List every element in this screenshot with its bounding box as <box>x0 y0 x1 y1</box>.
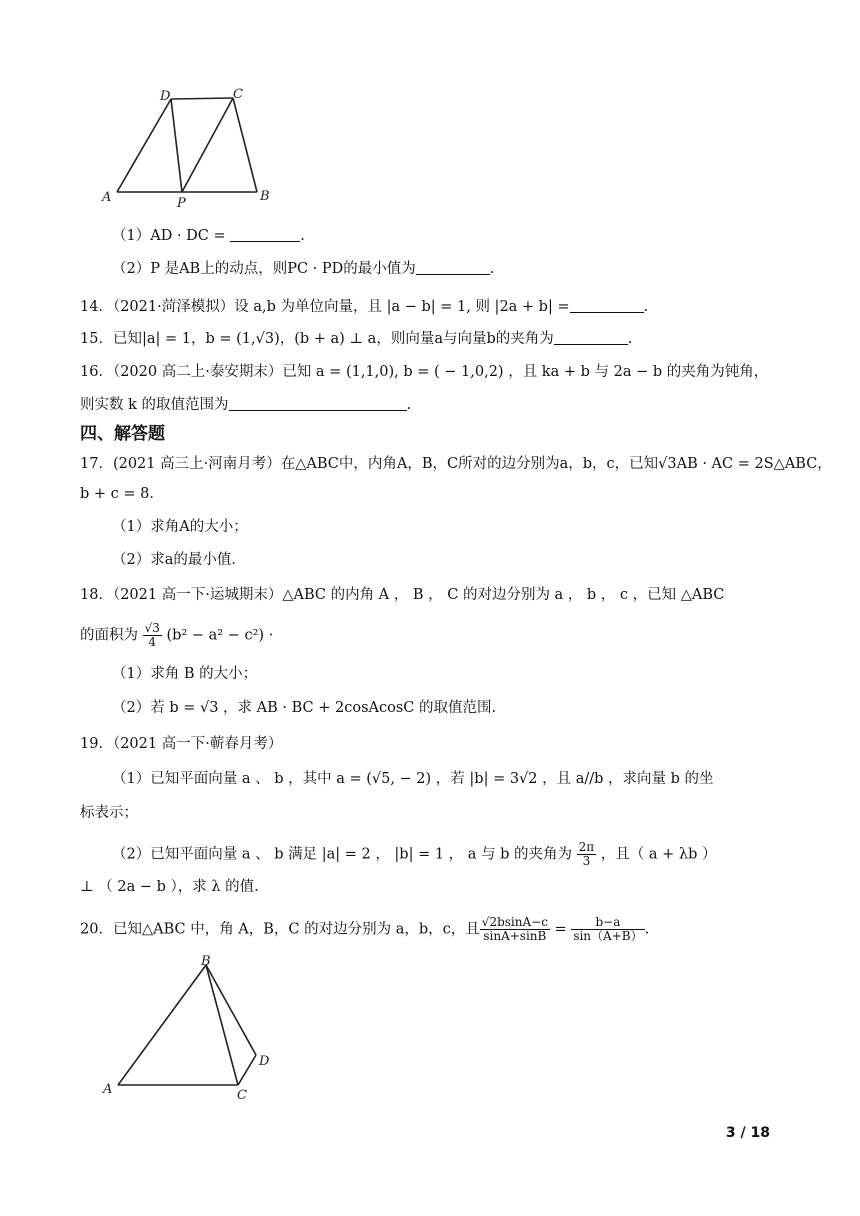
label-d: D <box>259 1054 270 1069</box>
question-14: 14．（2021·菏泽模拟）设 a,b 为单位向量，且 |a − b| = 1, 则 |2a + b| = . <box>80 299 649 315</box>
question-18-line2: 的面积为 $\frac{√3}{4}$ (b² − a² − c²) · <box>80 621 274 649</box>
question-19-part2-line2: ⊥ （ 2a − b ），求 λ 的值. <box>80 879 259 895</box>
question-16-line1: 16．（2020 高二上·泰安期末）已知 a = (1,1,0), b = ( − 1,0,2) ，且 ka + b 与 2a − b 的夹角为钝角， <box>80 364 769 380</box>
question-17-part1: （1）求角A的大小； <box>112 519 248 535</box>
label-c: C <box>233 87 243 102</box>
question-19-part1-line2: 标表示； <box>80 805 138 821</box>
question-17-line1: 17．(2021 高三上·河南月考）在△ABC中，内角A，B，C所对的边分别为a，b，c，已知√3AB · AC = 2S△ABC， <box>80 456 832 472</box>
question-17-line2: b + c = 8． <box>80 486 164 502</box>
page-number: 3 / 18 <box>725 1125 770 1141</box>
fraction-left: $\frac{√2bsinA-c}{\sin A+\sin B}$ <box>481 915 548 943</box>
question-19: 19．（2021 高一下·蕲春月考） <box>80 736 283 752</box>
fraction-2pi-over-3: $\frac{2\pi}{3}$ <box>578 840 595 868</box>
question-18-part1: （1）求角 B 的大小； <box>112 666 258 682</box>
question-18-line1: 18．（2021 高一下·运城期末）△ABC 的内角 A ， B ， C 的对边分别为 a ， b ， c ，已知 △ABC <box>80 587 725 603</box>
section-heading: 四、解答题 <box>80 424 165 444</box>
question-19-part1-line1: （1）已知平面向量 a 、 b ，其中 a = (√5, − 2) ，若 |b| = 3√2 ，且 a//b ，求向量 b 的坐 <box>112 771 714 787</box>
question-18-part2: （2）若 b = √3 ，求 AB · BC + 2cosAcosC 的取值范围. <box>112 700 497 716</box>
label-a: A <box>102 190 112 205</box>
trapezoid-figure <box>100 86 280 208</box>
label-p: P <box>177 196 186 208</box>
q13-part1: （1）AD · DC = . <box>112 228 305 244</box>
label-b: B <box>201 954 211 969</box>
triangle-figure <box>100 952 280 1102</box>
question-20: 20．已知△ABC 中，角 A，B，C 的对边分别为 a，b，c，且 $\frac{√2bsinA-c}{\sin A+\sin B}$ = $\frac{b-a}{\sin(A+B)}$ . <box>80 915 650 943</box>
label-d: D <box>160 89 171 104</box>
question-17-part2: （2）求a的最小值． <box>112 552 246 568</box>
label-b: B <box>260 189 270 204</box>
fraction-right: $\frac{b-a}{\sin(A+B)}$ <box>573 915 643 943</box>
label-a: A <box>103 1082 113 1097</box>
q13-part2: （2）P 是AB上的动点，则PC · PD的最小值为 . <box>112 261 495 277</box>
question-15: 15．已知|a| = 1，b = (1,√3)，(b + a) ⊥ a，则向量a与向量b的夹角为 . <box>80 331 633 347</box>
fraction-sqrt3-over-4: $\frac{√3}{4}$ <box>144 621 160 649</box>
question-19-part2-line1: （2）已知平面向量 a 、 b 满足 |a| = 2 ， |b| = 1 ， a 与 b 的夹角为 $\frac{2\pi}{3}$ ，且（ a + λb ） <box>112 840 717 868</box>
label-c: C <box>237 1088 247 1102</box>
question-16-line2: 则实数 k 的取值范围为 . <box>80 397 412 413</box>
